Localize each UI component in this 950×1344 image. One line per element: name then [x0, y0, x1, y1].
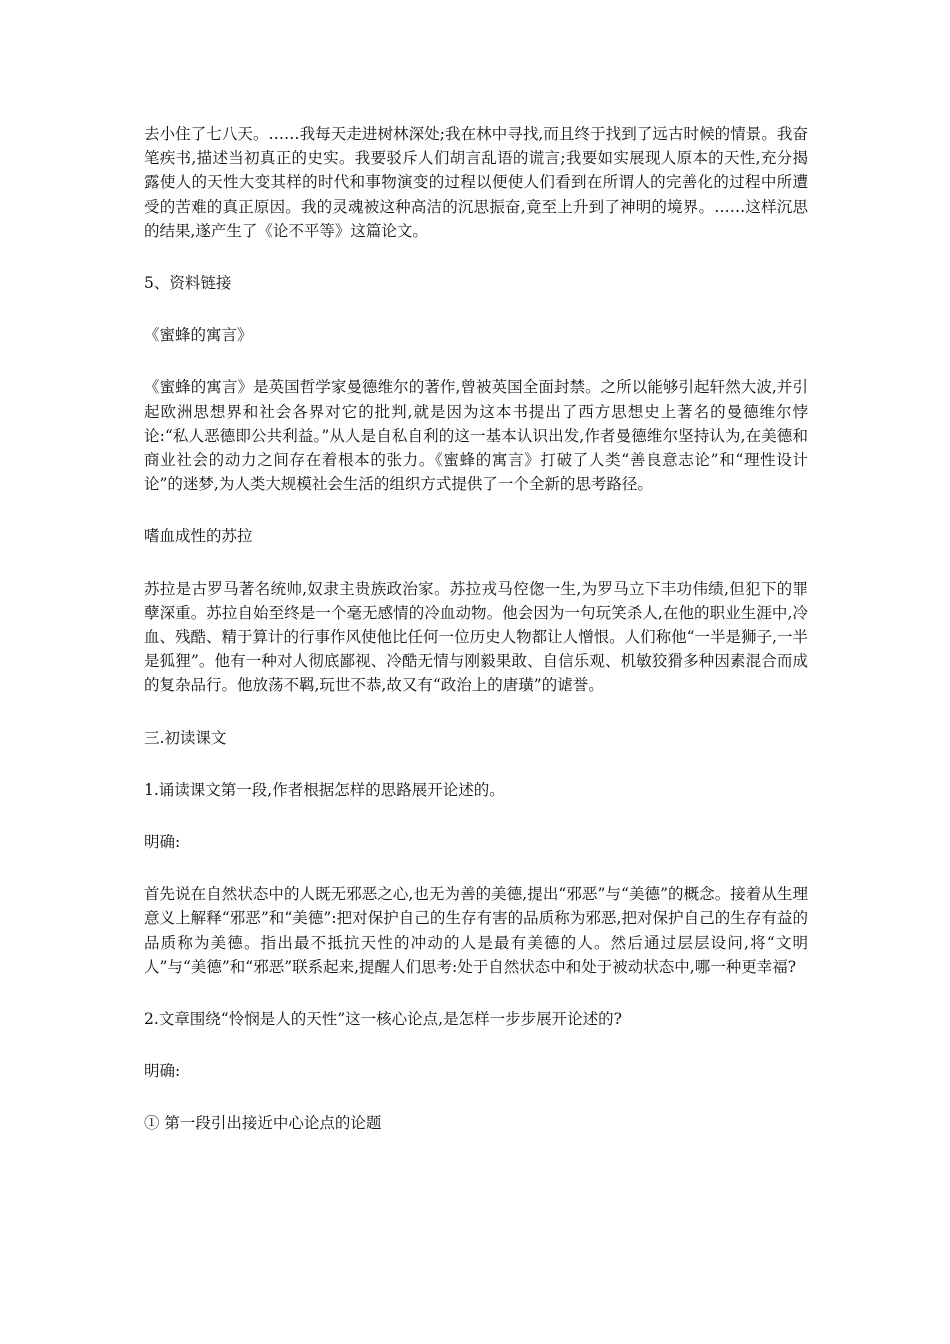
answer-label-2: 明确:: [144, 1062, 181, 1081]
subheading-fable-of-bees: 《蜜蜂的寓言》: [144, 326, 253, 345]
section-heading-resources: 5、资料链接: [144, 274, 232, 293]
answer-1: 首先说在自然状态中的人既无邪恶之心,也无为善的美德,提出“邪恶”与“美德”的概念。接着从生理意义上解释“邪恶”和“美德”:把对保护自己的生存有害的品质称为邪恶,把对保护自己的生存有益的品质称为美德。指出最不抵抗天性的冲动的人是最有美德的人。然后通过层层设问,将“文明人”与“美德”和“邪恶”联系起来,提醒人们思考:处于自然状态中和处于被动状态中,哪一种更幸福?: [144, 885, 808, 976]
paragraph-sulla: 苏拉是古罗马著名统帅,奴隶主贵族政治家。苏拉戎马倥偬一生,为罗马立下丰功伟绩,但犯下的罪孽深重。苏拉自始至终是一个毫无感情的冷血动物。他会因为一句玩笑杀人,在他的职业生涯中,冷血、残酷、精于算计的行事作风使他比任何一位历史人物都让人憎恨。人们称他“一半是狮子,一半是狐狸”。他有一种对人彻底鄙视、冷酷无情与刚毅果敢、自信乐观、机敏狡猾多种因素混合而成的复杂品行。他放荡不羁,玩世不恭,故又有“政治上的唐璜”的谑誉。: [144, 579, 808, 695]
answer-label-1: 明确:: [144, 833, 181, 852]
section-heading-first-reading: 三.初读课文: [144, 728, 227, 747]
question-2: 2.文章围绕“怜悯是人的天性”这一核心论点,是怎样一步步展开论述的?: [144, 1010, 622, 1029]
paragraph-fable-of-bees: 《蜜蜂的寓言》是英国哲学家曼德维尔的著作,曾被英国全面封禁。之所以能够引起轩然大波,并引起欧洲思想界和社会各界对它的批判,就是因为这本书提出了西方思想史上著名的曼德维尔悖论:“私人恶德即公共利益。”从人是自私自利的这一基本认识出发,作者曼德维尔坚持认为,在美德和商业社会的动力之间存在着根本的张力。《蜜蜂的寓言》打破了人类“善良意志论”和“理性设计论”的迷梦,为人类大规模社会生活的组织方式提供了一个全新的思考路径。: [144, 378, 808, 494]
paragraph-rousseau-quote: 去小住了七八天。……我每天走进树林深处;我在林中寻找,而且终于找到了远古时候的情景。我奋笔疾书,描述当初真正的史实。我要驳斥人们胡言乱语的谎言;我要如实展现人原本的天性,充分揭露使人的天性大变其样的时代和事物演变的过程以便使人们看到在所谓人的完善化的过程中所遭受的苦难的真正原因。我的灵魂被这种高洁的沉思振奋,竟至上升到了神明的境界。……这样沉思的结果,遂产生了《论不平等》这篇论文。: [144, 125, 808, 240]
document-page: [144, 122, 808, 1136]
question-1: 1.诵读课文第一段,作者根据怎样的思路展开论述的。: [144, 780, 505, 799]
subheading-sulla: 嗜血成性的苏拉: [144, 527, 253, 546]
answer-2-point-1: ① 第一段引出接近中心论点的论题: [144, 1114, 382, 1133]
